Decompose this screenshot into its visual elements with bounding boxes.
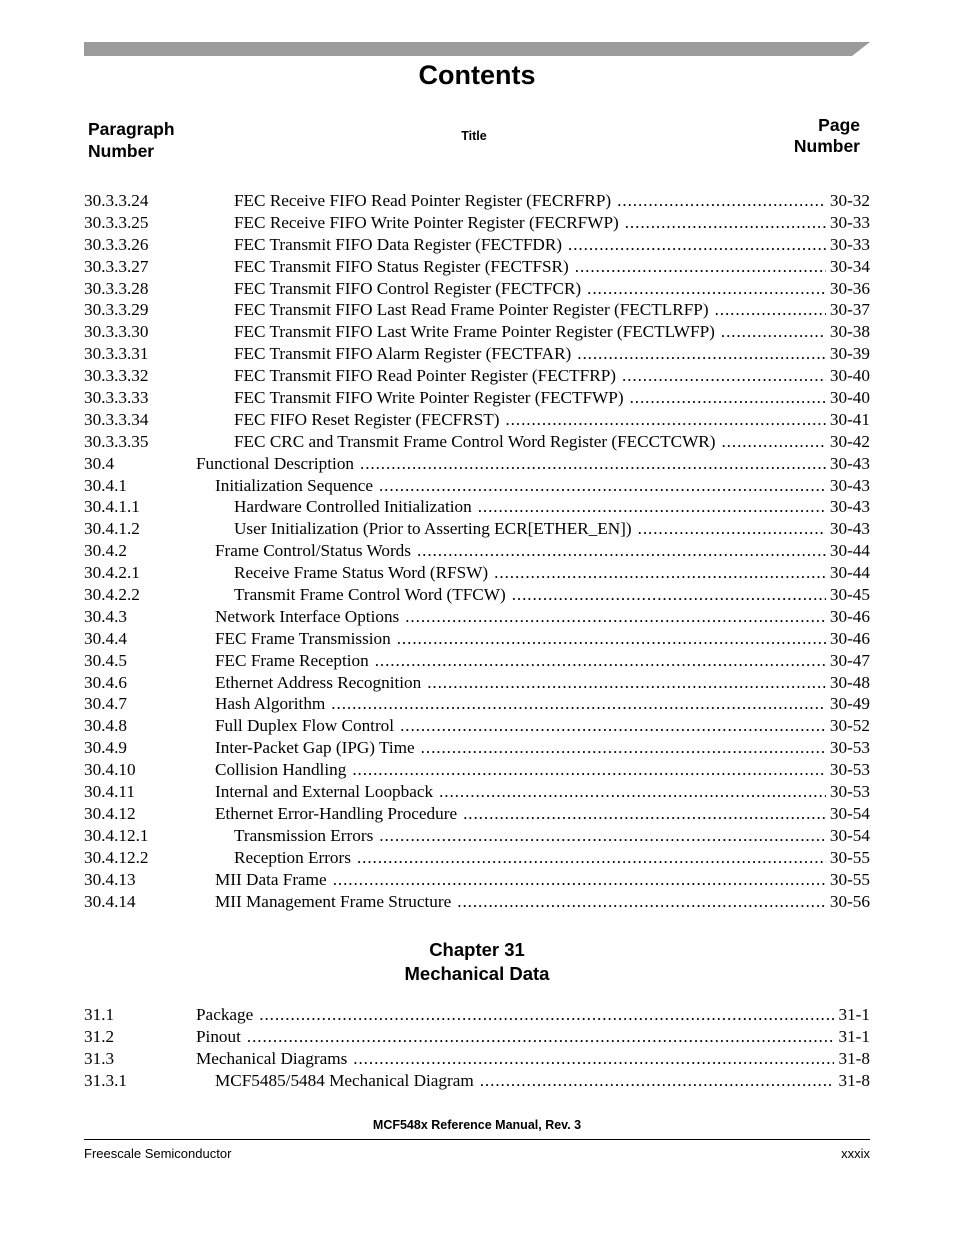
toc-entry-body — [196, 453, 870, 475]
toc-entry-body — [234, 299, 870, 321]
toc-entry-title: MII Data Frame — [215, 869, 327, 889]
toc-entry-page: 30-55 — [829, 869, 870, 889]
toc-entry[interactable] — [84, 803, 870, 825]
toc-entry-number: 30.3.3.30 — [84, 322, 149, 342]
toc-dot-leader — [624, 387, 826, 409]
toc-entry[interactable] — [84, 759, 870, 781]
toc-entry-number: 30.4.10 — [84, 760, 136, 780]
toc-entry[interactable] — [84, 737, 870, 759]
footer-company: Freescale Semiconductor — [84, 1146, 232, 1161]
toc-dot-leader — [347, 1048, 834, 1070]
toc-entry-page: 30-39 — [829, 344, 870, 364]
toc-entry-body — [234, 343, 870, 365]
toc-entry[interactable] — [84, 1004, 870, 1026]
toc-entry-body — [215, 672, 870, 694]
toc-entry-body — [234, 409, 870, 431]
toc-entry[interactable] — [84, 693, 870, 715]
toc-entry-page: 30-33 — [829, 234, 870, 254]
toc-entry-body — [215, 737, 870, 759]
toc-entry[interactable] — [84, 1048, 870, 1070]
toc-entry-body — [215, 606, 870, 628]
toc-entry-page: 30-32 — [829, 191, 870, 210]
toc-dot-leader — [433, 781, 826, 803]
toc-entry-number: 30.3.3.28 — [84, 278, 149, 298]
toc-entry-page: 30-44 — [829, 541, 870, 561]
toc-entry[interactable] — [84, 387, 870, 409]
toc-entry-title: Collision Handling — [215, 760, 347, 780]
toc-entry[interactable] — [84, 584, 870, 606]
toc-dot-leader — [415, 737, 826, 759]
toc-entry-page: 30-53 — [829, 760, 870, 780]
toc-entry-body — [215, 475, 870, 497]
toc-entry[interactable] — [84, 431, 870, 453]
toc-entry-body — [234, 825, 870, 847]
toc-entry-body — [234, 190, 870, 212]
toc-entry-number: 30.4.2.2 — [84, 585, 140, 605]
footer-page-number: xxxix — [841, 1146, 870, 1161]
toc-entry-page: 31-8 — [838, 1070, 870, 1090]
footer-divider — [84, 1139, 870, 1140]
toc-dot-leader — [474, 1070, 835, 1092]
toc-entry-title: Package — [196, 1005, 254, 1024]
toc-entry-number: 30.4.12.2 — [84, 847, 149, 867]
toc-dot-leader — [709, 299, 826, 321]
toc-dot-leader — [327, 869, 826, 891]
toc-entry-body — [234, 234, 870, 256]
toc-entry-title: MCF5485/5484 Mechanical Diagram — [215, 1070, 474, 1090]
toc-entry[interactable] — [84, 540, 870, 562]
toc-entry-number: 30.3.3.29 — [84, 300, 149, 320]
toc-entry-page: 30-38 — [829, 322, 870, 342]
toc-entry-page: 30-46 — [829, 628, 870, 648]
toc-entry-title: Internal and External Loopback — [215, 782, 434, 802]
toc-entry-title: Ethernet Error-Handling Procedure — [215, 803, 458, 823]
toc-entry-number: 31.1 — [84, 1005, 115, 1024]
toc-entry-page: 30-37 — [829, 300, 870, 320]
toc-entry-page: 30-43 — [829, 519, 870, 539]
toc-entry-title: FEC Frame Transmission — [215, 628, 391, 648]
footer-manual-title: MCF548x Reference Manual, Rev. 3 — [372, 1118, 582, 1132]
toc-entry-page: 30-34 — [829, 256, 870, 276]
toc-entry-body — [234, 321, 870, 343]
toc-list-chapter-30 — [84, 190, 870, 912]
toc-entry[interactable] — [84, 1070, 870, 1092]
toc-entry-title: Receive Frame Status Word (RFSW) — [234, 563, 489, 583]
toc-entry-title: FEC FIFO Reset Register (FECFRST) — [234, 409, 500, 429]
toc-entry[interactable] — [84, 715, 870, 737]
toc-entry-number: 30.4.1.2 — [84, 519, 140, 539]
toc-entry-number: 30.4.6 — [84, 672, 127, 692]
toc-entry-body — [215, 803, 870, 825]
page-header-line2: Number — [793, 136, 860, 156]
toc-entry-title: Frame Control/Status Words — [215, 541, 411, 561]
toc-entry-body — [215, 891, 870, 913]
toc-entry[interactable] — [84, 650, 870, 672]
toc-entry-number: 30.3.3.32 — [84, 366, 149, 386]
toc-entry-title: Pinout — [196, 1026, 241, 1046]
toc-entry[interactable] — [84, 321, 870, 343]
toc-entry-page: 30-44 — [829, 563, 870, 583]
toc-entry-page: 30-56 — [829, 891, 870, 911]
toc-entry-body — [215, 715, 870, 737]
toc-dot-leader — [715, 321, 826, 343]
toc-entry[interactable] — [84, 825, 870, 847]
paragraph-header-line1: Paragraph — [88, 119, 175, 139]
toc-entry[interactable] — [84, 1026, 870, 1048]
toc-entry-page: 30-40 — [829, 388, 870, 408]
toc-entry[interactable] — [84, 628, 870, 650]
toc-dot-leader — [351, 847, 826, 869]
toc-entry-page: 30-48 — [829, 672, 870, 692]
toc-dot-leader — [369, 650, 826, 672]
page-header-line1: Page — [818, 115, 860, 135]
toc-entry[interactable] — [84, 343, 870, 365]
paragraph-header-line2: Number — [88, 141, 155, 161]
toc-entry[interactable] — [84, 409, 870, 431]
toc-entry-number: 30.3.3.25 — [84, 212, 149, 232]
toc-entry-title: FEC Transmit FIFO Read Pointer Register (FECTFRP) — [234, 366, 616, 386]
toc-entry-number: 31.3.1 — [84, 1070, 127, 1090]
chapter-heading — [0, 938, 954, 986]
toc-dot-leader — [571, 343, 826, 365]
toc-entry[interactable] — [84, 278, 870, 300]
toc-entry-body — [234, 847, 870, 869]
toc-entry-number: 30.4.2.1 — [84, 563, 140, 583]
toc-entry-body — [234, 518, 870, 540]
toc-entry[interactable] — [84, 453, 870, 475]
toc-entry-number: 30.3.3.35 — [84, 431, 149, 451]
toc-entry-number: 30.4.3 — [84, 606, 127, 626]
toc-entry-title: FEC Transmit FIFO Status Register (FECTFSR) — [234, 256, 569, 276]
toc-entry-title: Reception Errors — [234, 847, 351, 867]
toc-entry-number: 30.4.8 — [84, 716, 127, 736]
header-decoration-bar — [84, 42, 870, 56]
toc-entry-page: 30-41 — [829, 409, 870, 429]
toc-entry-body — [234, 584, 870, 606]
toc-entry-page: 30-43 — [829, 475, 870, 495]
toc-entry-page: 30-43 — [829, 453, 870, 473]
toc-entry[interactable] — [84, 299, 870, 321]
toc-entry-page: 30-53 — [829, 738, 870, 758]
toc-entry-body — [196, 1004, 870, 1026]
toc-entry[interactable] — [84, 365, 870, 387]
toc-entry-title: Full Duplex Flow Control — [215, 716, 395, 736]
toc-dot-leader — [562, 234, 826, 256]
toc-entry-number: 31.3 — [84, 1048, 115, 1068]
toc-entry-title: FEC Transmit FIFO Alarm Register (FECTFAR) — [234, 344, 572, 364]
toc-entry-number: 30.3.3.33 — [84, 388, 149, 408]
title-header: Title — [461, 129, 487, 143]
toc-entry[interactable] — [84, 562, 870, 584]
toc-dot-leader — [506, 584, 826, 606]
toc-entry-title: Mechanical Diagrams — [196, 1048, 348, 1068]
toc-entry-title: FEC CRC and Transmit Frame Control Word Register (FECCTCWR) — [234, 431, 716, 451]
toc-dot-leader — [346, 759, 826, 781]
toc-entry-number: 30.3.3.24 — [84, 191, 149, 210]
toc-entry-body — [196, 1048, 870, 1070]
toc-entry-title: FEC Transmit FIFO Data Register (FECTFDR) — [234, 234, 563, 254]
toc-entry-body — [234, 431, 870, 453]
toc-entry-page: 31-1 — [838, 1026, 870, 1046]
toc-dot-leader — [488, 562, 826, 584]
toc-entry-page: 30-33 — [829, 212, 870, 232]
toc-entry-title: FEC Receive FIFO Write Pointer Register (FECRFWP) — [234, 212, 619, 232]
toc-entry-title: FEC Frame Reception — [215, 650, 369, 670]
toc-entry-number: 30.4.5 — [84, 650, 127, 670]
toc-entry-body — [215, 693, 870, 715]
toc-entry-title: FEC Transmit FIFO Write Pointer Register (FECTFWP) — [234, 388, 624, 408]
toc-entry-page: 30-54 — [829, 825, 870, 845]
toc-entry-number: 30.4.7 — [84, 694, 127, 714]
toc-entry-page: 31-1 — [838, 1005, 870, 1024]
toc-entry-title: Transmit Frame Control Word (TFCW) — [234, 585, 506, 605]
page-title: Contents — [418, 60, 536, 90]
toc-entry-page: 30-55 — [829, 847, 870, 867]
toc-entry-page: 30-42 — [829, 431, 870, 451]
toc-entry-title: Inter-Packet Gap (IPG) Time — [215, 738, 415, 758]
toc-entry-number: 30.3.3.27 — [84, 256, 149, 276]
toc-entry[interactable] — [84, 781, 870, 803]
toc-entry-page: 30-45 — [829, 585, 870, 605]
toc-entry-number: 30.4.11 — [84, 782, 135, 802]
toc-entry-body — [215, 628, 870, 650]
toc-entry-number: 30.4.12.1 — [84, 825, 149, 845]
toc-entry-title: Initialization Sequence — [215, 475, 373, 495]
toc-entry[interactable] — [84, 190, 870, 212]
toc-entry[interactable] — [84, 234, 870, 256]
toc-entry[interactable] — [84, 869, 870, 891]
toc-dot-leader — [619, 212, 826, 234]
toc-dot-leader — [421, 672, 826, 694]
toc-entry-number: 30.4.1.1 — [84, 497, 140, 517]
toc-entry-body — [215, 1070, 870, 1092]
toc-entry[interactable] — [84, 212, 870, 234]
toc-dot-leader — [581, 278, 826, 300]
toc-dot-leader — [399, 606, 826, 628]
toc-entry[interactable] — [84, 475, 870, 497]
toc-entry-title: Ethernet Address Recognition — [215, 672, 422, 692]
toc-entry-title: Transmission Errors — [234, 825, 374, 845]
toc-dot-leader — [569, 256, 826, 278]
toc-entry-number: 30.4.2 — [84, 541, 127, 561]
toc-entry-number: 30.4.14 — [84, 891, 136, 911]
toc-entry-number: 30.4.13 — [84, 869, 136, 889]
toc-entry-title: MII Management Frame Structure — [215, 891, 452, 911]
toc-entry-page: 30-54 — [829, 803, 870, 823]
toc-dot-leader — [616, 365, 826, 387]
toc-dot-leader — [325, 693, 826, 715]
toc-entry-number: 30.4.12 — [84, 803, 136, 823]
toc-entry-body — [234, 256, 870, 278]
toc-entry-page: 30-40 — [829, 366, 870, 386]
toc-entry[interactable] — [84, 496, 870, 518]
toc-entry-page: 30-53 — [829, 782, 870, 802]
toc-entry-body — [215, 759, 870, 781]
toc-entry-number: 30.3.3.31 — [84, 344, 149, 364]
toc-entry-body — [234, 387, 870, 409]
toc-entry-body — [234, 278, 870, 300]
toc-entry-body — [215, 650, 870, 672]
toc-entry[interactable] — [84, 256, 870, 278]
toc-entry-title: FEC Transmit FIFO Control Register (FECTFCR) — [234, 278, 582, 298]
toc-entry-page: 30-36 — [829, 278, 870, 298]
toc-entry-title: User Initialization (Prior to Asserting ECR[ETHER_EN]) — [234, 519, 632, 539]
toc-dot-leader — [394, 715, 826, 737]
toc-entry[interactable] — [84, 672, 870, 694]
toc-entry-page: 30-47 — [829, 650, 870, 670]
toc-dot-leader — [715, 431, 825, 453]
toc-entry-number: 30.4.1 — [84, 475, 127, 495]
toc-entry-title: FEC Transmit FIFO Last Read Frame Pointer Register (FECTLRFP) — [234, 300, 709, 320]
toc-entry-body — [234, 365, 870, 387]
toc-entry-title: Functional Description — [196, 453, 355, 473]
toc-entry-page: 30-43 — [829, 497, 870, 517]
toc-entry-title: FEC Transmit FIFO Last Write Frame Pointer Register (FECTLWFP) — [234, 322, 715, 342]
toc-entry-page: 31-8 — [838, 1048, 870, 1068]
toc-dot-leader — [499, 409, 825, 431]
toc-entry[interactable] — [84, 847, 870, 869]
toc-entry[interactable] — [84, 518, 870, 540]
toc-entry-number: 30.3.3.26 — [84, 234, 149, 254]
toc-dot-leader — [457, 803, 826, 825]
toc-list-chapter-31 — [84, 1004, 870, 1092]
toc-entry-body — [215, 869, 870, 891]
toc-dot-leader — [373, 475, 826, 497]
chapter-title: Mechanical Data — [404, 963, 550, 984]
toc-entry-page: 30-52 — [829, 716, 870, 736]
page-number-header — [794, 115, 860, 157]
toc-entry-number: 30.4 — [84, 453, 115, 473]
toc-entry-body — [234, 562, 870, 584]
toc-dot-leader — [611, 190, 826, 212]
toc-entry-number: 30.3.3.34 — [84, 409, 149, 429]
toc-entry-number: 30.4.4 — [84, 628, 127, 648]
toc-dot-leader — [373, 825, 826, 847]
toc-entry-page: 30-49 — [829, 694, 870, 714]
toc-entry-title: Hardware Controlled Initialization — [234, 497, 472, 517]
toc-entry-number: 30.4.9 — [84, 738, 127, 758]
toc-entry-title: FEC Receive FIFO Read Pointer Register (FECRFRP) — [234, 191, 612, 210]
toc-entry-page: 30-46 — [829, 606, 870, 626]
toc-entry-body — [234, 212, 870, 234]
toc-dot-leader — [253, 1004, 834, 1026]
toc-dot-leader — [241, 1026, 835, 1048]
toc-entry-number: 31.2 — [84, 1026, 115, 1046]
toc-entry-body — [234, 496, 870, 518]
toc-dot-leader — [354, 453, 826, 475]
toc-dot-leader — [411, 540, 826, 562]
toc-entry-body — [196, 1026, 870, 1048]
chapter-number: Chapter 31 — [429, 939, 525, 960]
toc-dot-leader — [391, 628, 826, 650]
toc-entry-title: Hash Algorithm — [215, 694, 326, 714]
toc-dot-leader — [632, 518, 826, 540]
toc-dot-leader — [472, 496, 826, 518]
toc-entry[interactable] — [84, 606, 870, 628]
toc-entry-body — [215, 540, 870, 562]
toc-dot-leader — [451, 891, 826, 913]
toc-entry-title: Network Interface Options — [215, 606, 400, 626]
toc-entry[interactable] — [84, 891, 870, 913]
toc-entry-body — [215, 781, 870, 803]
